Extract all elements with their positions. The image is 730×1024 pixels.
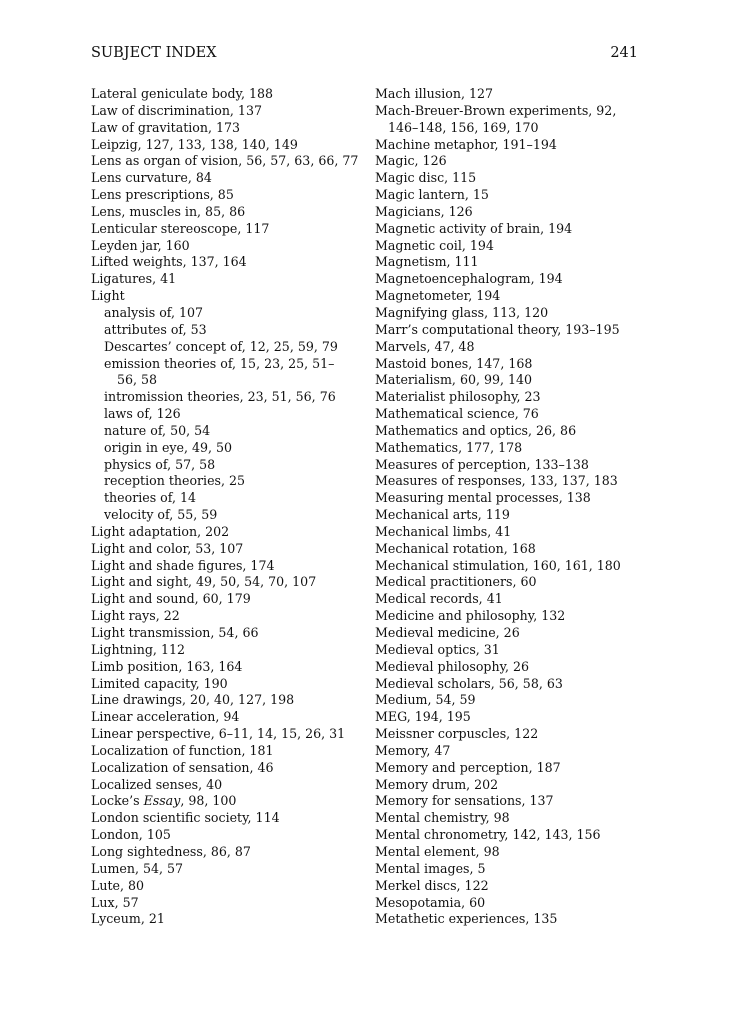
- index-subentry: attributes of, 53: [104, 321, 207, 337]
- index-entry: Lyceum, 21: [91, 911, 165, 927]
- index-entry: Ligatures, 41: [91, 271, 177, 287]
- index-entry: Magnetometer, 194: [375, 288, 501, 304]
- index-entry: Linear acceleration, 94: [91, 709, 240, 725]
- index-entry: Mental element, 98: [375, 843, 500, 859]
- page-header: [91, 45, 638, 61]
- index-entry: Materialist philosophy, 23: [375, 389, 541, 405]
- index-entry: Merkel discs, 122: [375, 877, 489, 893]
- index-entry: Lens, muscles in, 85, 86: [91, 203, 246, 219]
- index-entry: Medieval scholars, 56, 58, 63: [375, 675, 563, 691]
- index-entry: Limb position, 163, 164: [91, 658, 243, 674]
- index-entry: Metathetic experiences, 135: [375, 911, 558, 927]
- index-entry: Marr’s computational theory, 193–195: [375, 321, 620, 337]
- index-entry: Mach-Breuer-Brown experiments, 92, 146–148, 156, 169, 170: [375, 102, 617, 135]
- index-subentry: analysis of, 107: [104, 304, 204, 320]
- index-subentry: laws of, 126: [104, 406, 181, 422]
- index-entry: Mental images, 5: [375, 860, 486, 876]
- index-entry: Mastoid bones, 147, 168: [375, 355, 533, 371]
- index-entry: Localization of function, 181: [91, 742, 274, 758]
- index-entry: Mechanical limbs, 41: [375, 523, 512, 539]
- index-entry-pages: , 98, 100: [180, 793, 237, 809]
- index-entry: Measures of perception, 133–138: [375, 456, 589, 472]
- index-entry: London, 105: [91, 827, 171, 843]
- index-entry: Light rays, 22: [91, 608, 180, 624]
- index-entry: Memory drum, 202: [375, 776, 499, 792]
- index-subentry: origin in eye, 49, 50: [104, 439, 233, 455]
- index-entry: Magnetism, 111: [375, 254, 479, 270]
- index-entry: Memory for sensations, 137: [375, 793, 554, 809]
- index-entry: Leyden jar, 160: [91, 237, 190, 253]
- index-column-left: [91, 86, 359, 928]
- index-entry: Mathematics and optics, 26, 86: [375, 422, 577, 438]
- page-number: 241: [610, 45, 638, 61]
- index-entry: Meissner corpuscles, 122: [375, 726, 539, 742]
- index-entry: Measuring mental processes, 138: [375, 490, 591, 506]
- index-entry: Magicians, 126: [375, 203, 473, 219]
- index-entry: Limited capacity, 190: [91, 675, 228, 691]
- index-column-right: [375, 86, 640, 928]
- index-entry: Magic disc, 115: [375, 170, 477, 186]
- index-entry: Magnetic coil, 194: [375, 237, 494, 253]
- index-subentry: physics of, 57, 58: [104, 456, 216, 472]
- index-entry: Lumen, 54, 57: [91, 860, 184, 876]
- index-entry: Light and sight, 49, 50, 54, 70, 107: [91, 574, 317, 590]
- index-entry: Medieval optics, 31: [375, 641, 500, 657]
- index-entry: Lens curvature, 84: [91, 170, 212, 186]
- index-entry: Magic, 126: [375, 153, 447, 169]
- index-entry: Memory, 47: [375, 742, 451, 758]
- index-entry: Lightning, 112: [91, 641, 185, 657]
- index-entry: Lifted weights, 137, 164: [91, 254, 247, 270]
- index-entry: Medieval medicine, 26: [375, 625, 520, 640]
- index-subentry: reception theories, 25: [104, 473, 246, 489]
- index-entry: Mesopotamia, 60: [375, 894, 486, 910]
- index-entry: Light: [91, 288, 125, 304]
- index-entry: Localized senses, 40: [91, 776, 223, 792]
- index-entry: Machine metaphor, 191–194: [375, 136, 557, 152]
- index-subentry: emission theories of, 15, 23, 25, 51–56, 58: [104, 355, 335, 388]
- index-entry: Materialism, 60, 99, 140: [375, 372, 533, 388]
- index-entry: Medical records, 41: [375, 591, 503, 607]
- index-entry: Line drawings, 20, 40, 127, 198: [91, 692, 295, 708]
- index-subentry: velocity of, 55, 59: [104, 507, 218, 523]
- index-entry: Lens prescriptions, 85: [91, 187, 234, 203]
- index-entry: [91, 793, 351, 810]
- index-entry: Magnetic activity of brain, 194: [375, 220, 573, 236]
- index-subentry: intromission theories, 23, 51, 56, 76: [104, 389, 336, 405]
- index-entry: Leipzig, 127, 133, 138, 140, 149: [91, 136, 298, 152]
- index-entry-text: Locke’s: [91, 793, 144, 809]
- index-entry: Mechanical rotation, 168: [375, 540, 536, 556]
- index-entry: Magnetoencephalogram, 194: [375, 271, 563, 287]
- index-entry: Mechanical arts, 119: [375, 507, 510, 523]
- index-entry: Light transmission, 54, 66: [91, 625, 259, 640]
- index-entry: Long sightedness, 86, 87: [91, 843, 251, 859]
- index-entry: Medical practitioners, 60: [375, 574, 537, 590]
- index-entry: Medicine and philosophy, 132: [375, 608, 566, 624]
- index-entry: Magic lantern, 15: [375, 187, 489, 203]
- index-subentry: theories of, 14: [104, 490, 196, 506]
- index-entry: Linear perspective, 6–11, 14, 15, 26, 31: [91, 726, 346, 742]
- index-entry: Mach illusion, 127: [375, 86, 493, 101]
- index-entry: Law of discrimination, 137: [91, 102, 262, 118]
- index-entry: Mathematics, 177, 178: [375, 439, 523, 455]
- index-entry: Localization of sensation, 46: [91, 759, 274, 775]
- index-entry: MEG, 194, 195: [375, 709, 471, 725]
- index-entry: Lux, 57: [91, 894, 139, 910]
- index-entry: London scientific society, 114: [91, 810, 280, 826]
- index-entry: Light and sound, 60, 179: [91, 591, 251, 607]
- index-entry: Mental chronometry, 142, 143, 156: [375, 827, 601, 843]
- index-entry: Memory and perception, 187: [375, 759, 561, 775]
- index-entry-title-italic: Essay: [143, 793, 181, 809]
- index-entry: Measures of responses, 133, 137, 183: [375, 473, 618, 489]
- index-entry: Mental chemistry, 98: [375, 810, 510, 826]
- index-subentry: nature of, 50, 54: [104, 422, 211, 438]
- index-entry: Light and shade figures, 174: [91, 557, 275, 573]
- index-entry: Law of gravitation, 173: [91, 119, 241, 135]
- index-entry: Light adaptation, 202: [91, 523, 230, 539]
- index-entry: Marvels, 47, 48: [375, 338, 475, 354]
- index-entry: Lateral geniculate body, 188: [91, 86, 274, 101]
- index-subentry: Descartes’ concept of, 12, 25, 59, 79: [104, 338, 338, 354]
- index-entry: Lenticular stereoscope, 117: [91, 220, 270, 236]
- index-entry: Mechanical stimulation, 160, 161, 180: [375, 557, 621, 573]
- running-title: SUBJECT INDEX: [91, 45, 217, 61]
- index-entry: Light and color, 53, 107: [91, 540, 244, 556]
- index-entry: Medium, 54, 59: [375, 692, 476, 708]
- index-entry: Lens as organ of vision, 56, 57, 63, 66, 77: [91, 153, 359, 169]
- index-entry: Mathematical science, 76: [375, 406, 539, 422]
- index-entry: Lute, 80: [91, 877, 145, 893]
- index-entry: Medieval philosophy, 26: [375, 658, 530, 674]
- index-entry: Magnifying glass, 113, 120: [375, 304, 549, 320]
